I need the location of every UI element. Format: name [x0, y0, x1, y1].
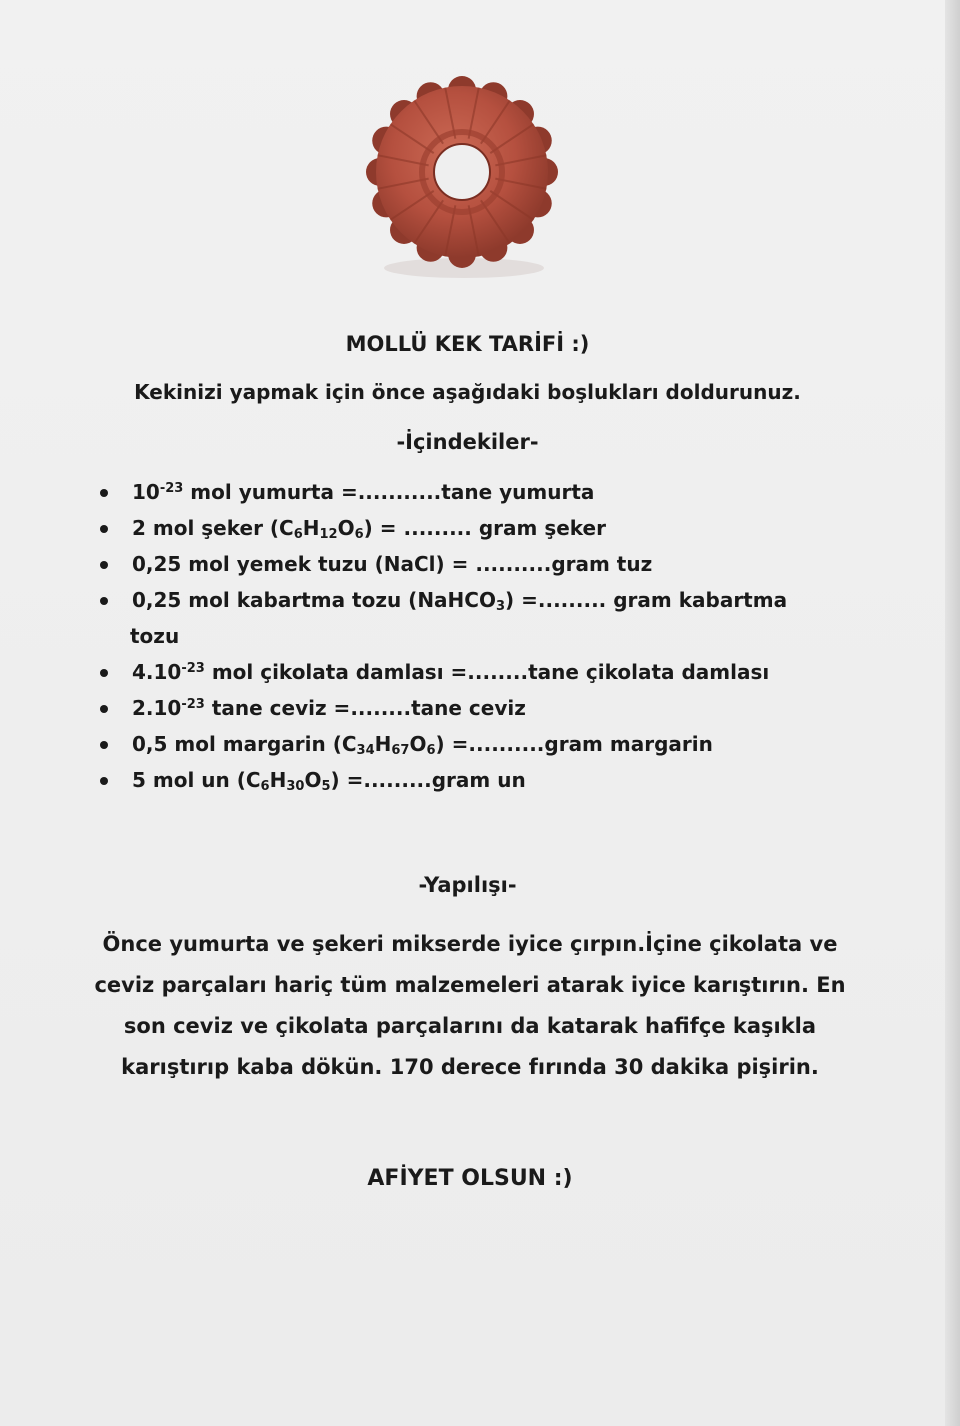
- recipe-title: MOLLÜ KEK TARİFİ :): [345, 332, 590, 356]
- ingredients-heading: -İçindekiler-: [396, 430, 539, 454]
- ingredient-item-chocolate: $4.10^{-23}$ mol çikolata damlası =........tane çikolata damlası: [96, 654, 876, 690]
- preparation-text: [55, 924, 885, 1088]
- preparation-line: Önce yumurta ve şekeri mikserde iyice çırpın.İçine çikolata ve: [102, 932, 838, 956]
- preparation-heading: -Yapılışı-: [418, 873, 517, 897]
- ingredient-item-margarine: 0,5 mol margarin $(C_{34}H_{67}O_6)$ =..........gram margarin: [96, 726, 876, 762]
- preparation-line: karıştırıp kaba dökün. 170 derece fırında 30 dakika pişirin.: [121, 1055, 819, 1079]
- paper-edge: [945, 0, 960, 1426]
- closing-text: AFİYET OLSUN :): [367, 1166, 573, 1191]
- ingredient-continuation: tozu: [130, 624, 180, 648]
- bundt-cake-image: [352, 68, 572, 288]
- ingredient-item-flour: 5 mol un $(C_6H_{30}O_5)$ =.........gram un: [96, 762, 876, 798]
- ingredient-item-baking-soda: 0,25 mol kabartma tozu (NaHCO$_3$) =......... gram kabartma tozu: [96, 582, 876, 654]
- ingredient-item-salt: 0,25 mol yemek tuzu (NaCl) = ..........gram tuz: [96, 546, 876, 582]
- ingredient-item-walnut: $2.10^{-23}$ tane ceviz =........tane ceviz: [96, 690, 876, 726]
- ingredients-list: [96, 474, 876, 798]
- instruction-text: Kekinizi yapmak için önce aşağıdaki boşlukları doldurunuz.: [134, 380, 801, 404]
- ingredient-item-eggs: $10^{-23}$ mol yumurta =...........tane yumurta: [96, 474, 876, 510]
- preparation-line: son ceviz ve çikolata parçalarını da katarak hafifçe kaşıkla: [123, 1014, 817, 1038]
- preparation-line: ceviz parçaları hariç tüm malzemeleri atarak iyice karıştırın. En: [94, 973, 846, 997]
- ingredient-item-sugar: 2 mol şeker $(C_6H_{12}O_6)$ = ......... gram şeker: [96, 510, 876, 546]
